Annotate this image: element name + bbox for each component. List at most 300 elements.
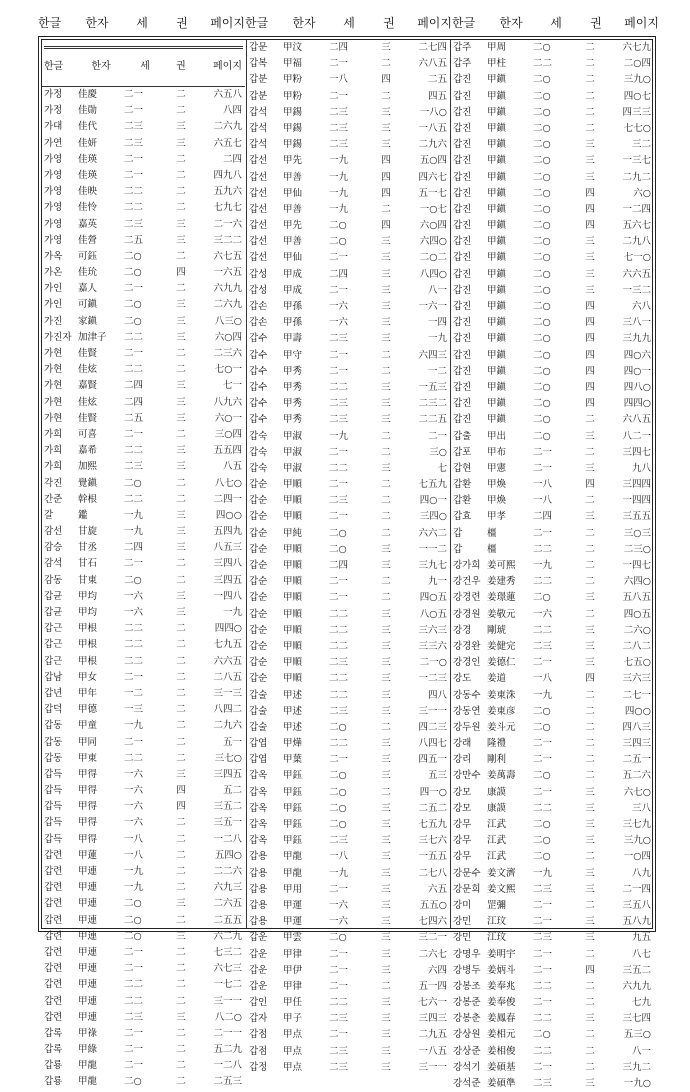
entry-hangul: 갑주 [453, 42, 472, 53]
entry-gwon: 四 [381, 171, 391, 183]
index-row [247, 509, 450, 525]
entry-hangul: 강병두 [453, 964, 481, 976]
entry-hanja: 剛利 [487, 754, 507, 766]
entry-se: 二四 [124, 396, 144, 408]
entry-se: 二二 [124, 752, 144, 764]
entry-hangul: 갑인 [249, 997, 268, 1009]
entry-hanja: 加熙 [78, 461, 98, 473]
entry-gwon: 三 [176, 898, 186, 910]
entry-page: 六四○ [623, 576, 651, 588]
entry-hanja: 甲順 [283, 624, 303, 636]
entry-hangul: 갑수 [249, 398, 268, 410]
entry-page: 八一 [631, 1045, 651, 1057]
entry-page: 一六五 [213, 267, 242, 279]
index-row [42, 87, 245, 103]
entry-hanja: 可喜 [78, 428, 98, 440]
entry-se: 二四 [329, 42, 349, 53]
entry-gwon: 二 [585, 1029, 595, 1041]
index-row [247, 833, 450, 849]
entry-hanja: 甲善 [283, 236, 303, 248]
index-row [451, 299, 654, 315]
entry-se: 一九 [124, 720, 144, 732]
entry-se: 二一 [329, 349, 349, 361]
entry-hanja: 佳勛 [78, 105, 98, 117]
entry-hangul: 갑련 [44, 946, 63, 958]
index-row [247, 574, 450, 590]
entry-hanja: 甲連 [78, 914, 98, 926]
entry-gwon: 二 [176, 963, 186, 975]
index-row [42, 637, 245, 653]
entry-se: 一八 [533, 479, 553, 491]
entry-hanja: 甲純 [283, 527, 303, 539]
entry-hangul: 갑선 [249, 236, 268, 248]
entry-hanja: 甲燁 [283, 738, 303, 750]
entry-se: 二○ [533, 414, 551, 426]
entry-page: 一七二 [213, 979, 242, 991]
entry-se: 二○ [329, 527, 347, 539]
index-row [42, 492, 245, 508]
entry-se: 一九 [329, 171, 349, 183]
entry-hanja: 甲龍 [283, 851, 303, 863]
index-row [451, 105, 654, 121]
entry-gwon: 三 [381, 640, 391, 652]
entry-page: 一五三 [418, 381, 447, 393]
index-row [451, 170, 654, 186]
entry-gwon: 三 [381, 543, 391, 555]
entry-se: 二○ [533, 42, 551, 53]
entry-hangul: 강민 [453, 932, 472, 944]
index-row [451, 267, 654, 283]
entry-se: 一九 [533, 867, 553, 879]
entry-page: 八○五 [419, 608, 447, 620]
entry-page: 六八五 [418, 58, 447, 70]
index-row [451, 1060, 654, 1076]
entry-gwon: 三 [381, 997, 391, 1009]
entry-page: 二五 [427, 74, 447, 86]
index-row [451, 396, 654, 412]
index-row [247, 995, 450, 1011]
entry-page: 六七九 [622, 42, 651, 53]
entry-gwon: 二 [176, 704, 186, 716]
entry-page: 二五五 [213, 914, 242, 926]
entry-gwon: 三 [585, 252, 595, 264]
entry-se: 二○ [533, 819, 551, 830]
entry-hanja: 隆禮 [487, 738, 507, 750]
header-gwon: 권 [590, 16, 602, 30]
entry-se: 二一 [329, 365, 349, 377]
entry-gwon: 二 [176, 946, 186, 958]
entry-hangul: 갑순 [249, 495, 268, 507]
entry-se: 二○ [533, 398, 551, 410]
entry-gwon: 三 [176, 542, 186, 554]
index-row [451, 218, 654, 234]
index-row [247, 979, 450, 995]
entry-gwon: 三 [585, 1013, 595, 1025]
entry-gwon: 二 [381, 592, 391, 604]
index-row [247, 445, 450, 461]
entry-page: 四八○ [623, 381, 651, 393]
index-row [42, 864, 245, 880]
index-row [451, 639, 654, 655]
entry-hanja: 甲錫 [283, 106, 303, 118]
entry-hangul: 강경 [453, 624, 472, 636]
entry-se: 二三 [533, 640, 553, 652]
index-row [247, 380, 450, 396]
entry-se: 二四 [329, 268, 349, 280]
entry-se: 二一 [329, 948, 349, 960]
entry-gwon: 二 [176, 477, 186, 489]
entry-gwon: 二 [176, 623, 186, 635]
entry-se: 二○ [533, 705, 551, 717]
entry-gwon: 二 [585, 770, 595, 782]
entry-page: 二一○ [419, 657, 447, 669]
index-row [247, 898, 450, 914]
entry-page: 三四五 [213, 574, 242, 586]
entry-se: 二三 [329, 122, 349, 134]
index-row [451, 542, 654, 558]
entry-page: 二九六 [213, 720, 242, 732]
index-row [42, 994, 245, 1010]
entry-hanja: 甲順 [283, 640, 303, 652]
inner-header-hangul: 한글 [44, 61, 64, 72]
entry-hangul: 갑술 [249, 705, 268, 717]
entry-hanja: 甲汶 [283, 42, 303, 53]
entry-hangul: 갑진 [453, 317, 472, 329]
entry-hangul: 강동수 [453, 689, 481, 701]
index-row [42, 1010, 245, 1026]
index-row [42, 476, 245, 492]
entry-gwon: 二 [585, 705, 595, 717]
index-row [247, 817, 450, 833]
entry-hangul: 가영 [44, 234, 63, 246]
entry-page: 六五七 [213, 137, 242, 149]
column-header-1 [38, 14, 245, 38]
entry-gwon: 三 [585, 139, 595, 151]
entry-page: 七三二 [213, 946, 242, 958]
index-row [451, 882, 654, 898]
entry-gwon: 三 [176, 331, 186, 343]
entry-page: 六七五 [213, 250, 242, 262]
index-row [42, 411, 245, 427]
entry-hanja: 甲子 [283, 1013, 303, 1025]
entry-se: 二一 [124, 105, 144, 117]
entry-hanja: 甲点 [283, 1029, 303, 1041]
entry-se: 二○ [124, 299, 142, 311]
entry-gwon: 二 [176, 250, 186, 262]
entry-page: 四八 [427, 689, 447, 701]
entry-gwon: 四 [585, 317, 595, 329]
entry-se: 二二 [124, 364, 144, 376]
entry-page: 七四六 [418, 916, 447, 928]
entry-se: 二○ [533, 139, 551, 151]
entry-se: 二一 [329, 964, 349, 976]
entry-page: 一○四 [623, 851, 651, 863]
entry-gwon: 三 [381, 414, 391, 426]
entry-se: 一九 [124, 509, 144, 521]
entry-page: 六○一 [214, 412, 242, 424]
entry-gwon: 四 [585, 964, 595, 976]
entry-page: 八七○ [214, 477, 242, 489]
entry-page: 六二九 [213, 930, 242, 942]
entry-page: 三五二 [622, 964, 651, 976]
entry-gwon: 二 [381, 786, 391, 798]
entry-se: 二三 [533, 1078, 553, 1089]
entry-hanja: 甲龍 [78, 1060, 98, 1072]
entry-hangul: 갑련 [44, 866, 63, 877]
entry-hangul: 가현 [44, 364, 63, 376]
entry-hangul: 갑엽 [249, 754, 268, 766]
index-row [247, 849, 450, 865]
entry-hangul: 갑분 [249, 90, 268, 102]
index-row [451, 817, 654, 833]
index-row [42, 654, 245, 670]
entry-hanja: 姜斗元 [487, 721, 516, 733]
entry-page: 三二二 [213, 234, 242, 246]
entry-gwon: 四 [585, 673, 595, 685]
entry-se: 二一 [124, 153, 144, 165]
entry-hangul: 갑진 [453, 252, 472, 264]
index-row [42, 977, 245, 993]
index-row [247, 639, 450, 655]
index-row [247, 1027, 450, 1043]
entry-hangul: 강도 [453, 673, 472, 685]
entry-page: 二七一 [622, 689, 651, 701]
entry-se: 二一 [533, 948, 553, 960]
entry-gwon: 四 [585, 349, 595, 361]
inner-header-gwon: 권 [176, 61, 186, 72]
column-header-3 [452, 14, 659, 38]
entry-page: 一四七 [622, 560, 651, 571]
entry-hangul: 갑남 [44, 671, 63, 683]
entry-gwon: 二 [585, 689, 595, 701]
entry-hangul: 갑진 [453, 236, 472, 248]
index-row [451, 283, 654, 299]
index-row [247, 493, 450, 509]
entry-se: 二○ [533, 284, 551, 296]
entry-page: 三一一 [213, 995, 242, 1007]
entry-se: 二一 [124, 946, 144, 958]
entry-se: 二二 [329, 462, 349, 474]
header-hanja: 한자 [85, 16, 109, 30]
entry-gwon: 三 [381, 673, 391, 685]
index-row [42, 896, 245, 912]
entry-page: 八七 [631, 948, 651, 960]
entry-hangul: 갑련 [44, 849, 63, 861]
entry-gwon: 二 [176, 283, 186, 295]
entry-hanja: 佳瑛 [78, 169, 98, 181]
entry-hanja: 甲仙 [283, 187, 303, 199]
entry-page: 六六二 [418, 527, 447, 539]
entry-page: 二六九 [213, 121, 242, 133]
header-hanja: 한자 [499, 16, 523, 30]
entry-hanja: 甲善 [283, 171, 303, 183]
index-row [42, 799, 245, 815]
index-row [247, 655, 450, 671]
entry-hangul: 가영 [44, 202, 63, 214]
entry-gwon: 二 [585, 948, 595, 960]
index-row [451, 461, 654, 477]
entry-hanja: 甲順 [283, 576, 303, 588]
entry-page: 二一四 [622, 883, 651, 895]
entry-page: 七五○ [623, 657, 651, 669]
entry-hangul: 강리 [453, 754, 472, 766]
entry-gwon: 二 [585, 997, 595, 1009]
entry-hangul: 갑진 [453, 333, 472, 345]
entry-hanja: 甲錫 [283, 122, 303, 134]
entry-hangul: 갑운 [249, 964, 268, 976]
entry-page: 八三○ [214, 315, 242, 327]
entry-hanja: 甲煥 [487, 479, 507, 491]
entry-gwon: 三 [381, 381, 391, 393]
entry-hanja: 江武 [487, 851, 507, 863]
index-row [451, 250, 654, 266]
entry-hanja: 姜璟蓮 [487, 592, 516, 604]
entry-page: 三七四 [622, 1013, 651, 1025]
entry-se: 二○ [329, 543, 347, 555]
entry-se: 二三 [124, 218, 144, 230]
entry-se: 二○ [329, 220, 347, 232]
entry-se: 二二 [124, 995, 144, 1007]
entry-hangul: 갈 [44, 509, 54, 521]
entry-hangul: 가현 [44, 396, 63, 408]
entry-hangul: 갑용 [249, 899, 268, 911]
entry-gwon: 三 [176, 121, 186, 133]
entry-page: 一五五 [418, 851, 447, 863]
entry-gwon: 二 [381, 349, 391, 361]
entry-hangul: 갑숙 [249, 430, 268, 442]
entry-hangul: 갑수 [249, 333, 268, 345]
entry-hanja: 甲孫 [283, 317, 303, 329]
entry-gwon: 四 [585, 203, 595, 215]
index-row [247, 768, 450, 784]
index-row [42, 119, 245, 135]
entry-hangul: 강무 [453, 819, 472, 830]
index-row [42, 459, 245, 475]
entry-page: 七○一 [214, 364, 242, 376]
entry-gwon: 三 [585, 786, 595, 798]
entry-gwon: 二 [381, 90, 391, 102]
entry-page: 一六一 [418, 301, 447, 312]
entry-page: 一九 [427, 333, 447, 345]
index-row [451, 202, 654, 218]
entry-se: 二二 [124, 186, 144, 198]
entry-se: 二二 [329, 738, 349, 750]
entry-hangul: 강미 [453, 899, 472, 911]
entry-hanja: 橿 [487, 527, 497, 539]
entry-page: 七五九 [418, 819, 447, 830]
index-column-2 [246, 40, 450, 1073]
entry-se: 一六 [329, 899, 349, 911]
entry-gwon: 三 [585, 883, 595, 895]
entry-hangul: 강동연 [453, 705, 481, 717]
entry-page: 二六七 [418, 948, 447, 960]
header-hangul: 한글 [38, 16, 62, 30]
entry-se: 二二 [124, 639, 144, 651]
entry-page: 三五一 [213, 817, 242, 829]
entry-hangul: 갑수 [249, 349, 268, 361]
entry-hangul: 감선 [44, 526, 63, 538]
entry-se: 二一 [533, 899, 553, 911]
entry-hangul: 갑용 [249, 916, 268, 928]
entry-gwon: 二 [176, 574, 186, 586]
entry-page: 四一○ [419, 786, 447, 798]
entry-gwon: 三 [381, 608, 391, 620]
entry-hangul: 갑수 [249, 414, 268, 426]
entry-page: 三二一 [418, 932, 447, 944]
entry-gwon: 三 [381, 738, 391, 750]
entry-hanja: 甲鈺 [283, 819, 303, 830]
index-row [42, 395, 245, 411]
entry-se: 一八 [329, 851, 349, 863]
entry-page: 四三三 [622, 106, 651, 118]
inner-header-page: 페이지 [213, 61, 242, 72]
entry-hanja: 嘉英 [78, 218, 98, 230]
entry-hangul: 가희 [44, 428, 63, 440]
index-row [247, 688, 450, 704]
entry-gwon: 三 [381, 252, 391, 264]
entry-page: 六六五 [213, 655, 242, 667]
entry-page: 一九○ [623, 1078, 651, 1089]
entry-se: 二一 [124, 1044, 144, 1056]
entry-se: 二○ [533, 74, 551, 86]
entry-gwon: 二 [585, 122, 595, 134]
entry-page: 二五一 [622, 754, 651, 766]
entry-se: 二○ [533, 721, 551, 733]
entry-hanja: 姜相元 [487, 1029, 516, 1041]
entry-se: 二一 [533, 462, 553, 474]
entry-se: 二○ [329, 770, 347, 782]
entry-se: 二○ [533, 349, 551, 361]
entry-hangul: 갑복 [249, 58, 268, 70]
entry-hanja: 甘東 [78, 574, 98, 586]
entry-hanja: 甲雲 [283, 932, 303, 944]
entry-gwon: 二 [585, 754, 595, 766]
entry-se: 二三 [329, 1045, 349, 1057]
entry-page: 三七○ [214, 752, 242, 764]
entry-hangul: 강석기 [453, 1061, 481, 1073]
entry-hangul: 갑동 [44, 736, 63, 748]
entry-hanja: 甲出 [487, 430, 507, 442]
index-row [451, 315, 654, 331]
entry-hanja: 佳賢 [78, 412, 98, 424]
entry-hanja: 甲布 [487, 446, 507, 458]
entry-gwon: 四 [381, 220, 391, 232]
entry-gwon: 三 [585, 640, 595, 652]
index-row [451, 752, 654, 768]
index-row [451, 1044, 654, 1060]
entry-hangul: 갑술 [249, 721, 268, 733]
index-row [42, 621, 245, 637]
entry-hanja: 甲伊 [283, 964, 303, 976]
entry-hangul: 강상원 [453, 1029, 481, 1041]
entry-hangul: 갑덕 [44, 704, 63, 716]
entry-page: 一八五 [418, 122, 447, 134]
entry-gwon: 二 [176, 849, 186, 861]
entry-se: 二二 [124, 493, 144, 505]
entry-gwon: 二 [381, 980, 391, 992]
entry-se: 二○ [329, 786, 347, 798]
entry-page: 二九五 [418, 1029, 447, 1041]
entry-se: 二一 [124, 963, 144, 975]
entry-hangul: 갑자 [249, 1013, 268, 1025]
entry-hanja: 甲順 [283, 657, 303, 669]
entry-page: 四○六 [623, 349, 651, 361]
entry-page: 二○二 [419, 252, 447, 264]
entry-page: 六九三 [213, 882, 242, 894]
entry-gwon: 二 [176, 995, 186, 1007]
entry-gwon: 三 [585, 657, 595, 669]
entry-hangul: 가대 [44, 121, 63, 133]
